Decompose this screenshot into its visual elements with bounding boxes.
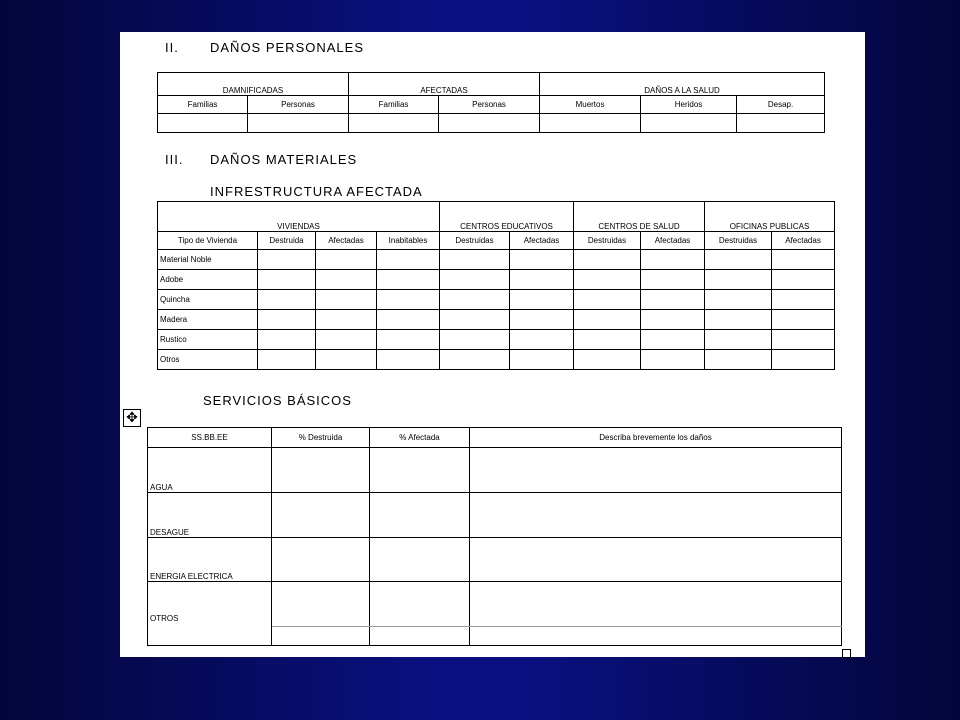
row-label-desague: DESAGUE xyxy=(148,493,272,538)
subheader-afectadas: Afectadas xyxy=(772,232,835,250)
input-cell[interactable] xyxy=(470,448,842,493)
resize-square-icon[interactable] xyxy=(842,649,851,658)
header-afectada: % Afectada xyxy=(370,428,470,448)
subheader-tipo-vivienda: Tipo de Vivienda xyxy=(158,232,258,250)
input-cell[interactable] xyxy=(705,310,772,330)
input-cell[interactable] xyxy=(772,270,835,290)
input-cell[interactable] xyxy=(377,350,440,370)
row-label-agua: AGUA xyxy=(148,448,272,493)
header-ssbbee: SS.BB.EE xyxy=(148,428,272,448)
subheader-afectadas: Afectadas xyxy=(510,232,574,250)
input-cell[interactable] xyxy=(574,270,641,290)
table-row xyxy=(158,310,835,330)
group-damnificadas: DAMNIFICADAS xyxy=(158,73,349,96)
input-cell[interactable] xyxy=(370,493,470,538)
row-label-madera: Madera xyxy=(158,310,258,330)
input-cell[interactable] xyxy=(377,270,440,290)
input-cell[interactable] xyxy=(272,448,370,493)
subheader-muertos: Muertos xyxy=(540,96,641,114)
input-cell[interactable] xyxy=(470,582,842,646)
input-cell[interactable] xyxy=(272,493,370,538)
subheader-destruida: Destruida xyxy=(258,232,316,250)
input-cell[interactable] xyxy=(258,270,316,290)
group-oficinas-publicas: OFICINAS PUBLICAS xyxy=(705,202,835,232)
input-cell[interactable] xyxy=(574,290,641,310)
section-iii-number: III. xyxy=(165,152,184,167)
input-cell[interactable] xyxy=(470,493,842,538)
subheader-personas: Personas xyxy=(248,96,349,114)
input-cell[interactable] xyxy=(705,250,772,270)
input-cell[interactable] xyxy=(510,350,574,370)
input-cell[interactable] xyxy=(772,310,835,330)
input-cell[interactable] xyxy=(574,310,641,330)
table-row xyxy=(148,448,842,493)
input-cell[interactable] xyxy=(440,310,510,330)
table-row xyxy=(158,270,835,290)
input-cell[interactable] xyxy=(440,270,510,290)
input-cell[interactable] xyxy=(705,330,772,350)
row-label-energia-electrica: ENERGIA ELECTRICA xyxy=(148,538,272,582)
input-cell[interactable] xyxy=(440,250,510,270)
input-cell[interactable] xyxy=(641,250,705,270)
input-cell[interactable] xyxy=(440,350,510,370)
input-cell[interactable] xyxy=(316,350,377,370)
table-row xyxy=(148,493,842,538)
subheader-destruidas: Destruidas xyxy=(440,232,510,250)
table-row xyxy=(148,538,842,582)
input-cell[interactable] xyxy=(510,330,574,350)
input-cell[interactable] xyxy=(574,250,641,270)
table-row xyxy=(158,290,835,310)
input-cell[interactable] xyxy=(772,330,835,350)
input-cell[interactable] xyxy=(641,114,737,133)
input-cell[interactable] xyxy=(316,290,377,310)
section-iii-title: DAÑOS MATERIALES xyxy=(210,152,358,167)
input-cell[interactable] xyxy=(377,330,440,350)
table-row xyxy=(148,582,842,646)
input-cell[interactable] xyxy=(370,582,470,646)
input-cell[interactable] xyxy=(705,350,772,370)
subheader-destruidas: Destruidas xyxy=(705,232,772,250)
subheader-afectadas: Afectadas xyxy=(641,232,705,250)
input-cell[interactable] xyxy=(158,114,248,133)
section-ii-title: DAÑOS PERSONALES xyxy=(210,40,364,55)
subheader-inabitables: Inabitables xyxy=(377,232,440,250)
section-iii-heading xyxy=(165,152,357,167)
header-describa: Describa brevemente los daños xyxy=(470,428,842,448)
table-row xyxy=(158,250,835,270)
input-cell[interactable] xyxy=(316,250,377,270)
move-arrows-icon[interactable]: ✥ xyxy=(123,409,141,427)
table-row xyxy=(158,330,835,350)
input-cell[interactable] xyxy=(574,350,641,370)
subheader-destruidas: Destruidas xyxy=(574,232,641,250)
input-cell[interactable] xyxy=(316,310,377,330)
input-cell[interactable] xyxy=(641,270,705,290)
input-cell[interactable] xyxy=(272,582,370,646)
group-danos-salud: DAÑOS A LA SALUD xyxy=(540,73,825,96)
input-cell[interactable] xyxy=(440,290,510,310)
input-cell[interactable] xyxy=(258,330,316,350)
input-cell[interactable] xyxy=(440,330,510,350)
infrastructure-table xyxy=(157,201,835,370)
row-label-material-noble: Material Noble xyxy=(158,250,258,270)
input-cell[interactable] xyxy=(470,538,842,582)
input-cell[interactable] xyxy=(641,350,705,370)
table-row xyxy=(158,350,835,370)
input-cell[interactable] xyxy=(258,250,316,270)
input-cell[interactable] xyxy=(772,350,835,370)
group-centros-educativos: CENTROS EDUCATIVOS xyxy=(440,202,574,232)
services-table xyxy=(147,427,842,646)
input-cell[interactable] xyxy=(772,290,835,310)
input-cell[interactable] xyxy=(641,290,705,310)
input-cell[interactable] xyxy=(540,114,641,133)
input-cell[interactable] xyxy=(772,250,835,270)
subheader-familias: Familias xyxy=(158,96,248,114)
row-label-otros: Otros xyxy=(158,350,258,370)
group-centros-salud: CENTROS DE SALUD xyxy=(574,202,705,232)
input-cell[interactable] xyxy=(377,310,440,330)
subheader-desap: Desap. xyxy=(737,96,825,114)
input-cell[interactable] xyxy=(574,330,641,350)
table-row xyxy=(158,114,825,133)
input-cell[interactable] xyxy=(510,270,574,290)
input-cell[interactable] xyxy=(316,270,377,290)
input-cell[interactable] xyxy=(272,538,370,582)
row-label-quincha: Quincha xyxy=(158,290,258,310)
input-cell[interactable] xyxy=(316,330,377,350)
input-cell[interactable] xyxy=(705,270,772,290)
row-label-rustico: Rustico xyxy=(158,330,258,350)
subheader-familias: Familias xyxy=(349,96,439,114)
section-ii-number: II. xyxy=(165,40,179,55)
subheader-heridos: Heridos xyxy=(641,96,737,114)
input-cell[interactable] xyxy=(737,114,825,133)
row-label-otros: OTROS xyxy=(148,582,272,646)
input-cell[interactable] xyxy=(510,290,574,310)
input-cell[interactable] xyxy=(370,448,470,493)
group-viviendas: VIVIENDAS xyxy=(158,202,440,232)
input-cell[interactable] xyxy=(248,114,349,133)
input-cell[interactable] xyxy=(258,290,316,310)
header-destruida: % Destruida xyxy=(272,428,370,448)
input-cell[interactable] xyxy=(510,250,574,270)
input-cell[interactable] xyxy=(258,310,316,330)
infrastructure-subtitle: INFRESTRUCTURA AFECTADA xyxy=(210,184,423,199)
subheader-afectadas: Afectadas xyxy=(316,232,377,250)
input-cell[interactable] xyxy=(705,290,772,310)
table-gridline xyxy=(272,626,842,627)
input-cell[interactable] xyxy=(641,330,705,350)
input-cell[interactable] xyxy=(349,114,439,133)
input-cell[interactable] xyxy=(641,310,705,330)
group-afectadas: AFECTADAS xyxy=(349,73,540,96)
services-heading: SERVICIOS BÁSICOS xyxy=(203,393,352,408)
subheader-personas: Personas xyxy=(439,96,540,114)
input-cell[interactable] xyxy=(258,350,316,370)
input-cell[interactable] xyxy=(370,538,470,582)
input-cell[interactable] xyxy=(439,114,540,133)
section-ii-heading xyxy=(165,40,364,55)
input-cell[interactable] xyxy=(377,250,440,270)
row-label-adobe: Adobe xyxy=(158,270,258,290)
personal-damage-table xyxy=(157,72,825,133)
input-cell[interactable] xyxy=(377,290,440,310)
input-cell[interactable] xyxy=(510,310,574,330)
